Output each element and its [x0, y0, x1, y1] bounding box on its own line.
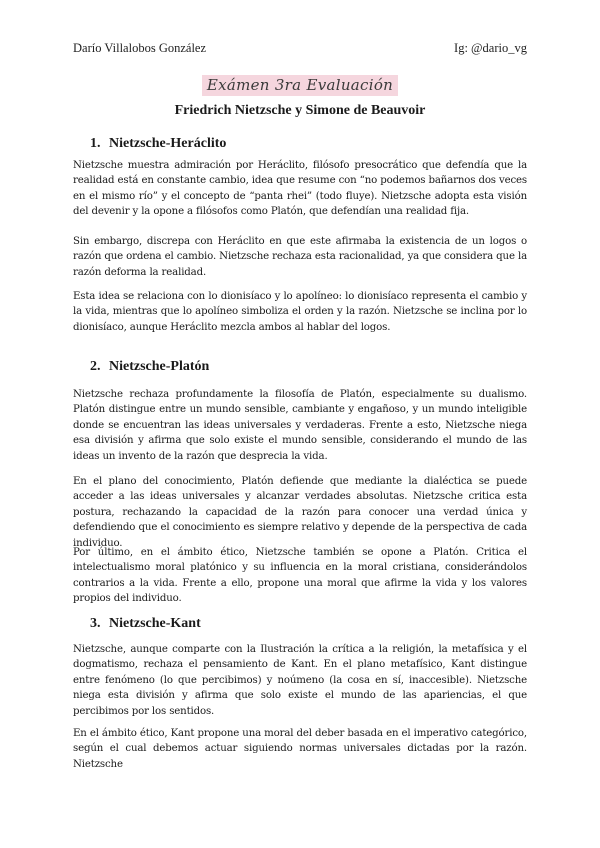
section-1-heading: [90, 136, 226, 152]
paragraph: En el ámbito ético, Kant propone una moral del deber basada en el imperativo categórico, según el cual debemos actuar siguiendo normas universales dictadas por la razón. Nietzsche: [73, 728, 527, 770]
section-title: Nietzsche-Heráclito: [109, 136, 227, 151]
section-title: Nietzsche-Kant: [109, 616, 201, 631]
page-subtitle: Friedrich Nietzsche y Simone de Beauvoir: [174, 103, 426, 118]
section-2-heading: [90, 359, 209, 375]
section-number: 3.: [90, 616, 101, 631]
paragraph: Nietzsche rechaza profundamente la filosofía de Platón, especialmente su dualismo. Platón distingue entre un mundo sensible, cambiante y engañoso, y un mundo inteligible donde se encuentran las ideas universales y verdaderas. Frente a esto, Nietzsche niega esa división y afirma que solo existe el mundo sensible, considerando el mundo de las ideas un invento de la razón que desprecia la vida.: [73, 389, 527, 462]
paragraph: En el plano del conocimiento, Platón defiende que mediante la dialéctica se puede acceder a las ideas universales y alcanzar verdades absolutas. Nietzsche critica esta postura, rechazando la capacidad de la razón para conocer una verdad única y defendiendo que el conocimiento es siempre relativo y depende de la perspectiva de cada individuo.: [73, 476, 527, 549]
section-title: Nietzsche-Platón: [109, 359, 210, 374]
paragraph: Nietzsche muestra admiración por Heráclito, filósofo presocrático que defendía que la realidad está en constante cambio, idea que resume con “no podemos bañarnos dos veces en el mismo río” y el concepto de “panta rhei” (todo fluye). Nietzsche adopta esta visión del devenir y la opone a filósofos como Platón, que defendían una realidad fija.: [73, 160, 527, 218]
title-block: [0, 75, 600, 96]
section-3-heading: [90, 616, 201, 632]
paragraph: Nietzsche, aunque comparte con la Ilustración la crítica a la religión, la metafísica y el dogmatismo, rechaza el pensamiento de Kant. En el plano metafísico, Kant distingue entre fenómeno (lo que percibimos) y noúmeno (la cosa en sí, inaccesible). Nietzsche niega esta división y afirma que solo existe el mundo de las apariencias, el que percibimos por los sentidos.: [73, 644, 527, 717]
section-number: 1.: [90, 136, 101, 151]
section-number: 2.: [90, 359, 101, 374]
paragraph: Sin embargo, discrepa con Heráclito en que este afirmaba la existencia de un logos o razón que ordena el cambio. Nietzsche rechaza esta racionalidad, ya que considera que la razón deforma la realidad.: [73, 236, 527, 278]
paragraph: Por último, en el ámbito ético, Nietzsche también se opone a Platón. Critica el intelectualismo moral platónico y su influencia en la moral cristiana, considerándolos contrarios a la vida. Frente a ello, propone una moral que afirme la vida y los valores propios del individuo.: [73, 547, 527, 605]
header-instagram: Ig: @dario_vg: [454, 41, 527, 55]
page-title: Exámen 3ra Evaluación: [202, 75, 398, 96]
paragraph: Esta idea se relaciona con lo dionisíaco y lo apolíneo: lo dionisíaco representa el cambio y la vida, mientras que lo apolíneo simboliza el orden y la razón. Nietzsche se inclina por lo dionisíaco, aunque Heráclito mezcla ambos al hablar del logos.: [73, 291, 527, 333]
header-author: Darío Villalobos González: [73, 41, 207, 55]
